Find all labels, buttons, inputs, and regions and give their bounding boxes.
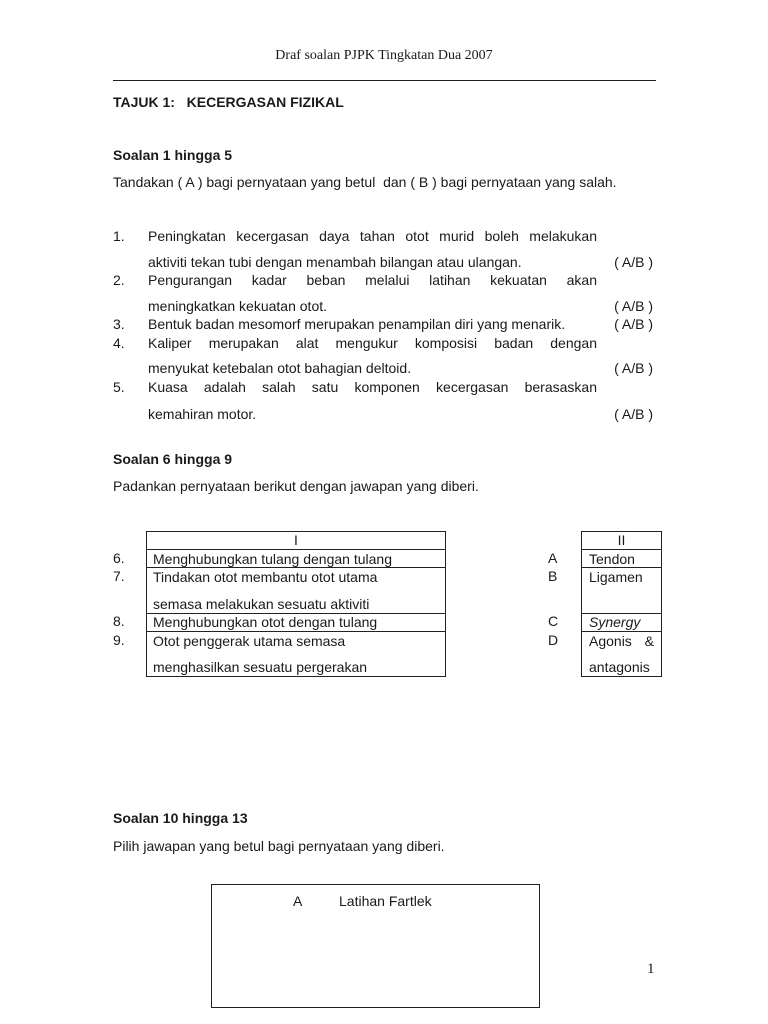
question-number: 2. [113, 272, 125, 288]
question-number: 3. [113, 316, 125, 332]
table-row [147, 567, 445, 614]
answer-choice-mark: ( A/B ) [614, 316, 653, 332]
question-text-line: Pengurangan kadar beban melalui latihan kekuatan akan [148, 272, 597, 288]
question-text-line: Kuasa adalah salah satu komponen kecergasan berasaskan [148, 379, 597, 395]
option-letter: A [293, 893, 303, 909]
statement-line: Menghubungkan tulang dengan tulang [153, 551, 392, 567]
answer-term: antagonis [589, 659, 650, 675]
statement-line: semasa melakukan sesuatu aktiviti [153, 596, 370, 612]
topic-title: TAJUK 1: KECERGASAN FIZIKAL [113, 94, 344, 110]
table-row [582, 631, 661, 676]
statement-line: Otot penggerak utama semasa [153, 633, 346, 649]
answer-choice-mark: ( A/B ) [614, 254, 653, 270]
matching-table-answers [581, 531, 662, 677]
statement-line: menghasilkan sesuatu pergerakan [153, 659, 368, 675]
section1-instruction: Tandakan ( A ) bagi pernyataan yang betul dan ( B ) bagi pernyataan yang salah. [113, 174, 617, 190]
answer-choice-mark: ( A/B ) [614, 360, 653, 376]
document-header: Draf soalan PJPK Tingkatan Dua 2007 [275, 48, 493, 63]
question-text-line: Bentuk badan mesomorf merupakan penampilan diri yang menarik. [148, 316, 566, 332]
option-text: Latihan Fartlek [339, 893, 432, 909]
match-row-number: 7. [113, 568, 125, 584]
table-row [582, 613, 661, 632]
answer-letter: C [548, 613, 559, 629]
answer-choice-mark: ( A/B ) [614, 406, 653, 422]
table-header-cell [147, 532, 445, 550]
section1-heading: Soalan 1 hingga 5 [113, 147, 233, 163]
table-header-cell [582, 532, 661, 550]
table-header-label: I [294, 532, 298, 548]
statement-line: Tindakan otot membantu otot utama [153, 569, 378, 585]
match-row-number: 9. [113, 632, 125, 648]
table-row [147, 549, 445, 568]
question-text-line: Kaliper merupakan alat mengukur komposisi badan dengan [148, 335, 597, 351]
answer-options-box [211, 884, 540, 1008]
matching-table-statements [146, 531, 446, 677]
answer-letter: A [548, 550, 558, 566]
match-row-number: 6. [113, 550, 125, 566]
question-number: 5. [113, 379, 125, 395]
table-header-label: II [617, 532, 626, 548]
section3-instruction: Pilih jawapan yang betul bagi pernyataan yang diberi. [113, 838, 445, 854]
answer-letter: D [548, 632, 559, 648]
table-row [582, 567, 661, 614]
answer-term: Ligamen [589, 569, 643, 585]
table-row [147, 613, 445, 632]
question-number: 4. [113, 335, 125, 351]
question-text-line: aktiviti tekan tubi dengan menambah bilangan atau ulangan. [148, 254, 522, 270]
page-number: 1 [647, 961, 655, 977]
match-row-number: 8. [113, 613, 125, 629]
section2-heading: Soalan 6 hingga 9 [113, 451, 233, 467]
question-number: 1. [113, 228, 125, 244]
answer-choice-mark: ( A/B ) [614, 298, 653, 314]
question-text-line: Peningkatan kecergasan daya tahan otot murid boleh melakukan [148, 228, 597, 244]
answer-term: Synergy [589, 614, 641, 630]
section3-heading: Soalan 10 hingga 13 [113, 810, 248, 826]
section2-instruction: Padankan pernyataan berikut dengan jawapan yang diberi. [113, 478, 479, 494]
question-text-line: meningkatkan kekuatan otot. [148, 298, 328, 314]
question-text-line: menyukat ketebalan otot bahagian deltoid. [148, 360, 412, 376]
answer-letter: B [548, 568, 558, 584]
answer-term: Agonis & [589, 633, 654, 649]
statement-line: Menghubungkan otot dengan tulang [153, 614, 378, 630]
header-divider [113, 80, 656, 81]
question-text-line: kemahiran motor. [148, 406, 257, 422]
table-row [582, 549, 661, 568]
answer-term: Tendon [589, 551, 635, 567]
table-row [147, 631, 445, 676]
